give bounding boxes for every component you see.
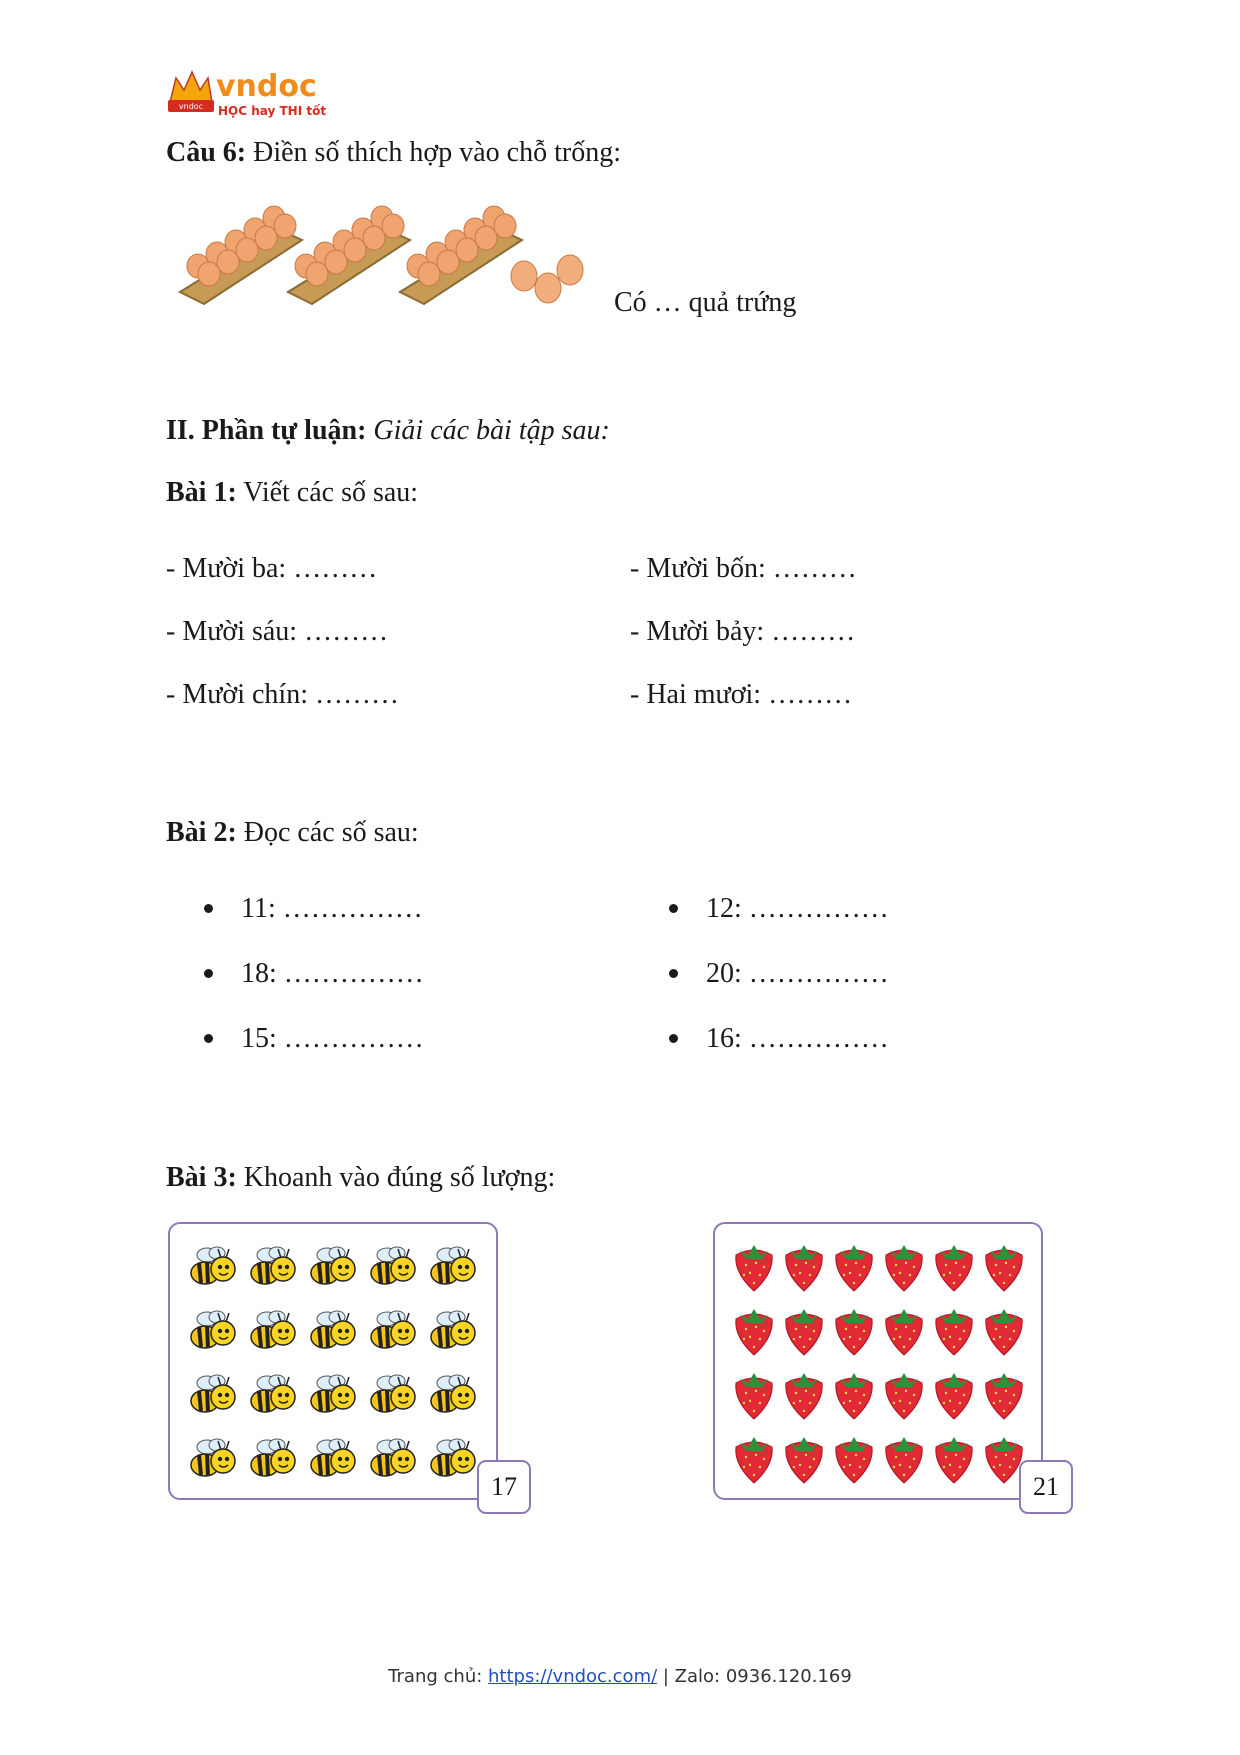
strawberry-icon bbox=[732, 1367, 776, 1421]
strawberry-icon bbox=[782, 1303, 826, 1357]
strawberry-cell bbox=[929, 1234, 979, 1298]
strawberry-cell bbox=[929, 1426, 979, 1490]
bee-icon bbox=[307, 1433, 361, 1483]
strawberry-icon bbox=[982, 1303, 1026, 1357]
strawberry-icon bbox=[732, 1239, 776, 1293]
strawberry-icon bbox=[782, 1239, 826, 1293]
strawberry-icon bbox=[982, 1367, 1026, 1421]
bee-cell bbox=[364, 1234, 424, 1298]
svg-text:HỌC hay THI tốt: HỌC hay THI tốt bbox=[218, 104, 326, 118]
bullet-icon bbox=[204, 969, 213, 978]
bee-icon bbox=[187, 1241, 241, 1291]
bee-icon bbox=[427, 1433, 481, 1483]
footer-link[interactable]: https://vndoc.com/ bbox=[488, 1666, 658, 1687]
exercise-1-item: - Mười chín: ……… bbox=[166, 679, 399, 710]
strawberry-icon bbox=[932, 1303, 976, 1357]
egg-carton-icon bbox=[400, 206, 522, 304]
bee-cell bbox=[244, 1426, 304, 1490]
strawberry-cell bbox=[929, 1362, 979, 1426]
strawberry-icon bbox=[932, 1367, 976, 1421]
bee-cell bbox=[244, 1298, 304, 1362]
bee-cell bbox=[184, 1298, 244, 1362]
bullet-icon bbox=[204, 1034, 213, 1043]
svg-text:vndoc: vndoc bbox=[178, 102, 204, 111]
egg-carton-icon bbox=[180, 206, 302, 304]
bullet-icon bbox=[669, 1034, 678, 1043]
exercise-3-text: Khoanh vào đúng số lượng: bbox=[243, 1162, 556, 1193]
strawberry-cell bbox=[779, 1426, 829, 1490]
exercise-1-item: - Mười bốn: ……… bbox=[630, 553, 857, 584]
bee-cell bbox=[184, 1426, 244, 1490]
bee-cell bbox=[304, 1426, 364, 1490]
strawberry-cell bbox=[879, 1234, 929, 1298]
bees-panel[interactable] bbox=[168, 1222, 498, 1500]
bee-icon bbox=[247, 1305, 301, 1355]
strawberry-icon bbox=[832, 1239, 876, 1293]
vndoc-logo bbox=[166, 66, 326, 122]
bee-icon bbox=[187, 1433, 241, 1483]
bees-count-badge[interactable]: 17 bbox=[477, 1460, 531, 1514]
bee-cell bbox=[304, 1298, 364, 1362]
exercise-2-item: 20: …………… bbox=[706, 958, 889, 989]
bee-icon bbox=[427, 1305, 481, 1355]
strawberry-cell bbox=[729, 1234, 779, 1298]
strawberry-icon bbox=[832, 1303, 876, 1357]
strawberry-icon bbox=[732, 1431, 776, 1485]
strawberry-icon bbox=[782, 1367, 826, 1421]
strawberry-cell bbox=[779, 1362, 829, 1426]
strawberry-cell bbox=[729, 1298, 779, 1362]
question-6-label: Câu 6: bbox=[166, 137, 247, 168]
exercise-2-item: 15: …………… bbox=[241, 1023, 424, 1054]
footer-prefix: Trang chủ: bbox=[388, 1666, 489, 1687]
bee-cell bbox=[184, 1362, 244, 1426]
footer-suffix: | Zalo: 0936.120.169 bbox=[657, 1666, 852, 1687]
loose-eggs-icon bbox=[511, 255, 583, 303]
bee-cell bbox=[424, 1298, 484, 1362]
strawberry-icon bbox=[882, 1431, 926, 1485]
exercise-3-label: Bài 3: bbox=[166, 1162, 237, 1193]
section-2-label: II. Phần tự luận: bbox=[166, 415, 367, 446]
bee-icon bbox=[367, 1369, 421, 1419]
exercise-1-item: - Mười sáu: ……… bbox=[166, 616, 389, 647]
exercise-2-item: 11: …………… bbox=[241, 893, 423, 924]
bee-icon bbox=[367, 1433, 421, 1483]
bee-icon bbox=[187, 1369, 241, 1419]
strawberries-count-badge[interactable]: 21 bbox=[1019, 1460, 1073, 1514]
exercise-2-heading bbox=[166, 816, 419, 850]
egg-carton-icon bbox=[288, 206, 410, 304]
strawberry-cell bbox=[829, 1298, 879, 1362]
bee-cell bbox=[244, 1234, 304, 1298]
bee-cell bbox=[364, 1362, 424, 1426]
bee-icon bbox=[427, 1369, 481, 1419]
exercise-1-item: - Mười bảy: ……… bbox=[630, 616, 856, 647]
bee-icon bbox=[187, 1305, 241, 1355]
bee-icon bbox=[367, 1305, 421, 1355]
exercise-1-heading bbox=[166, 476, 418, 510]
strawberry-cell bbox=[729, 1362, 779, 1426]
bee-cell bbox=[424, 1362, 484, 1426]
strawberry-cell bbox=[979, 1298, 1029, 1362]
strawberry-cell bbox=[879, 1362, 929, 1426]
strawberry-cell bbox=[779, 1298, 829, 1362]
strawberry-icon bbox=[932, 1431, 976, 1485]
strawberry-cell bbox=[979, 1234, 1029, 1298]
strawberry-icon bbox=[882, 1367, 926, 1421]
crown-icon bbox=[168, 72, 214, 112]
exercise-1-text: Viết các số sau: bbox=[243, 477, 419, 508]
bee-cell bbox=[424, 1234, 484, 1298]
question-6 bbox=[166, 136, 621, 170]
bee-cell bbox=[364, 1298, 424, 1362]
bee-icon bbox=[247, 1433, 301, 1483]
bullet-icon bbox=[669, 969, 678, 978]
bullet-icon bbox=[204, 904, 213, 913]
bullet-icon bbox=[669, 904, 678, 913]
bee-icon bbox=[307, 1305, 361, 1355]
exercise-1-label: Bài 1: bbox=[166, 477, 237, 508]
strawberry-icon bbox=[732, 1303, 776, 1357]
bee-icon bbox=[307, 1369, 361, 1419]
strawberry-icon bbox=[782, 1431, 826, 1485]
strawberry-icon bbox=[932, 1239, 976, 1293]
strawberry-icon bbox=[832, 1367, 876, 1421]
strawberry-cell bbox=[829, 1362, 879, 1426]
strawberry-icon bbox=[882, 1239, 926, 1293]
bee-icon bbox=[307, 1241, 361, 1291]
strawberries-panel[interactable] bbox=[713, 1222, 1043, 1500]
footer bbox=[0, 1666, 1240, 1687]
strawberry-icon bbox=[982, 1239, 1026, 1293]
bee-icon bbox=[247, 1369, 301, 1419]
exercise-2-text: Đọc các số sau: bbox=[243, 817, 419, 848]
strawberry-cell bbox=[779, 1234, 829, 1298]
egg-cartons-image bbox=[176, 200, 616, 320]
bee-cell bbox=[424, 1426, 484, 1490]
svg-text:vndoc: vndoc bbox=[216, 69, 317, 104]
exercise-3-heading bbox=[166, 1161, 555, 1195]
strawberry-cell bbox=[729, 1426, 779, 1490]
bee-cell bbox=[304, 1234, 364, 1298]
exercise-1-item: - Hai mươi: ……… bbox=[630, 679, 853, 710]
strawberry-icon bbox=[832, 1431, 876, 1485]
section-2-heading bbox=[166, 414, 610, 448]
exercise-2-item: 16: …………… bbox=[706, 1023, 889, 1054]
strawberry-icon bbox=[882, 1303, 926, 1357]
bee-cell bbox=[184, 1234, 244, 1298]
strawberry-cell bbox=[829, 1426, 879, 1490]
exercise-1-item: - Mười ba: ……… bbox=[166, 553, 378, 584]
strawberry-cell bbox=[829, 1234, 879, 1298]
strawberry-cell bbox=[979, 1362, 1029, 1426]
question-6-text: Điền số thích hợp vào chỗ trống: bbox=[253, 137, 621, 168]
strawberry-cell bbox=[879, 1426, 929, 1490]
exercise-2-label: Bài 2: bbox=[166, 817, 237, 848]
exercise-2-item: 18: …………… bbox=[241, 958, 424, 989]
egg-answer: Có … quả trứng bbox=[614, 287, 797, 318]
strawberry-cell bbox=[879, 1298, 929, 1362]
bee-icon bbox=[247, 1241, 301, 1291]
section-2-subtitle: Giải các bài tập sau: bbox=[373, 415, 610, 446]
exercise-2-item: 12: …………… bbox=[706, 893, 889, 924]
bee-icon bbox=[427, 1241, 481, 1291]
bee-cell bbox=[304, 1362, 364, 1426]
bee-cell bbox=[244, 1362, 304, 1426]
bee-cell bbox=[364, 1426, 424, 1490]
bee-icon bbox=[367, 1241, 421, 1291]
strawberry-cell bbox=[929, 1298, 979, 1362]
